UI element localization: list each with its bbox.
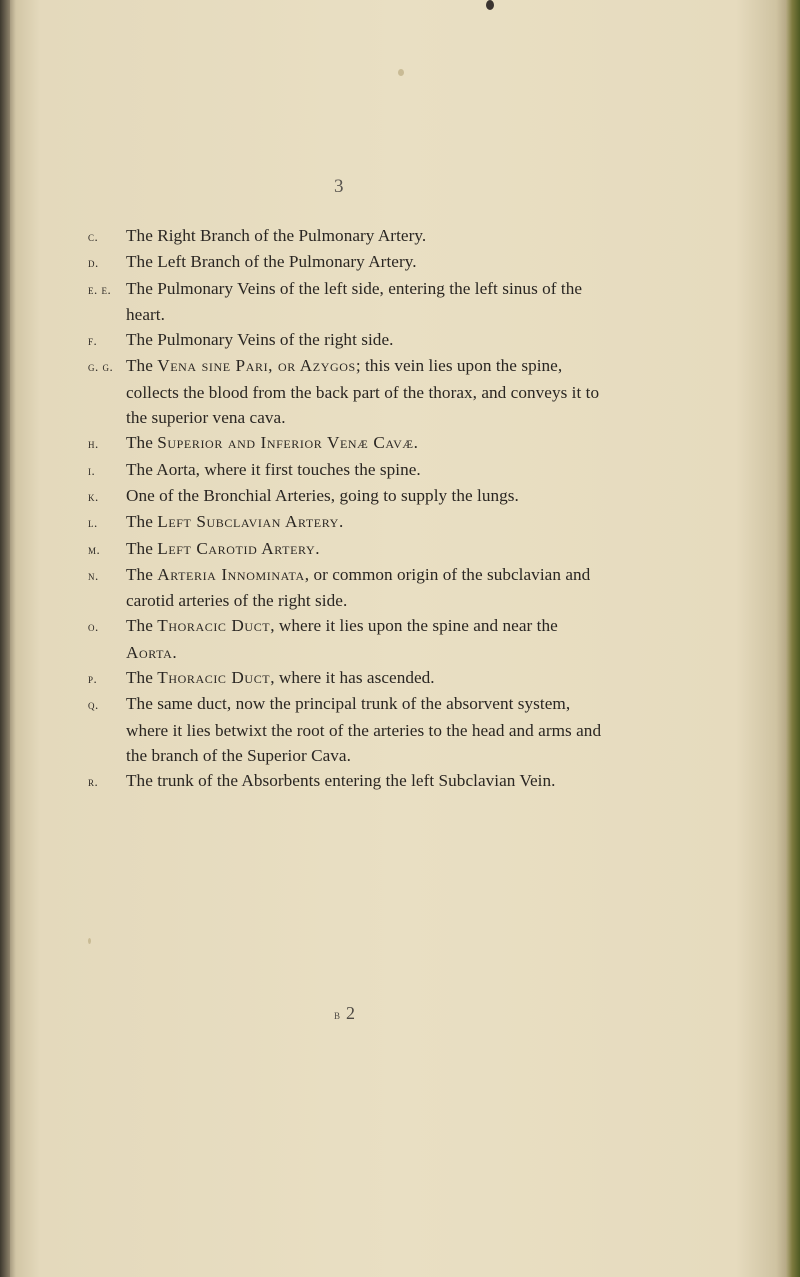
entry-key: i.: [88, 462, 96, 478]
signature-mark: [334, 1003, 355, 1024]
entry-key: c.: [88, 229, 99, 244]
entry-caps-text: Vena sine Pari, or Azygos: [157, 356, 356, 376]
entry-caps-text: Superior and Inferior Venæ Cavæ: [157, 433, 414, 453]
entry-caps-text: Thoracic Duct: [157, 668, 271, 688]
entry-text: The trunk of the Absorbents entering the left Subclavian Vein.: [126, 771, 556, 791]
legend-entry: [88, 483, 608, 509]
entry-text-tail: .: [172, 642, 177, 662]
entry-text: The Pulmonary Veins of the left side, entering the left sinus of the heart.: [126, 278, 583, 324]
entry-key: l.: [88, 515, 98, 531]
entry-key: e. e.: [88, 281, 112, 297]
entry-text-lead: The: [126, 356, 158, 376]
entry-text: The Aorta, where it first touches the spine.: [126, 459, 421, 479]
entry-text-lead: The: [126, 538, 158, 558]
legend-entry: [88, 509, 608, 535]
entry-text: The Pulmonary Veins of the right side.: [126, 330, 394, 350]
entry-text: , where it has ascended.: [270, 668, 435, 688]
entry-text: .: [413, 433, 419, 453]
entry-key: n.: [88, 567, 99, 583]
legend-entry: [88, 691, 608, 768]
legend-entry: [88, 249, 608, 275]
entry-key: d.: [88, 255, 99, 271]
entry-text: The Right Branch of the Pulmonary Artery.: [126, 226, 427, 245]
legend-entry: [88, 353, 608, 430]
entry-key: o.: [88, 619, 99, 635]
legend-entry: [88, 457, 608, 483]
entry-caps-text: Left Subclavian Artery: [157, 512, 339, 532]
signature-number: 2: [346, 1003, 356, 1023]
entry-caps-text: Aorta: [126, 642, 173, 662]
entry-key: k.: [88, 488, 99, 504]
legend-entry: [88, 276, 608, 328]
binding-shadow: [0, 0, 10, 1277]
entry-key: p.: [88, 671, 98, 687]
legend-entry: [88, 613, 608, 665]
signature-letter: b: [334, 1007, 341, 1022]
legend-list: [88, 223, 608, 795]
entry-key: f.: [88, 333, 98, 349]
entry-text: , or common origin of the subclavian and carotid arteries of the right side.: [126, 564, 591, 611]
entry-text: The same duct, now the principal trunk of the absorvent system, where it lies betwixt the root of the arteries to the head and arms and the branch of the Superior Cava.: [126, 694, 602, 765]
legend-entry: [88, 223, 608, 249]
page-number: 3: [334, 176, 344, 197]
entry-key: q.: [88, 697, 99, 713]
legend-entry: [88, 327, 608, 353]
legend-entry: [88, 562, 608, 614]
entry-text: ; this vein lies upon the spine, collects the blood from the back part of the thorax, and conveys it to the superior vena cava.: [126, 356, 600, 428]
legend-entry: [88, 430, 608, 456]
entry-key: g. g.: [88, 359, 114, 375]
entry-text-lead: The: [126, 512, 158, 532]
entry-key: r.: [88, 774, 99, 790]
entry-caps-text: Arteria Innominata: [157, 564, 305, 584]
page-edge: [786, 0, 800, 1277]
entry-text-lead: The: [126, 564, 158, 584]
entry-text: .: [315, 538, 320, 558]
entry-text: One of the Bronchial Arteries, going to supply the lungs.: [126, 485, 519, 505]
entry-key: m.: [88, 541, 101, 557]
legend-entry: [88, 536, 608, 562]
entry-text: The Left Branch of the Pulmonary Artery.: [126, 252, 417, 272]
paper-speck: [486, 0, 494, 10]
entry-text: .: [338, 512, 344, 532]
entry-text-lead: The: [126, 668, 158, 688]
legend-entry: [88, 768, 608, 794]
entry-caps-text: Left Carotid Artery: [157, 538, 316, 558]
entry-text: , where it lies upon the spine and near the: [270, 616, 558, 636]
entry-text-lead: The: [126, 616, 158, 636]
paper-speck: [88, 938, 91, 944]
paper-speck: [398, 69, 404, 76]
entry-caps-text: Thoracic Duct: [157, 616, 271, 636]
entry-key: h.: [88, 436, 99, 452]
entry-text-lead: The: [126, 433, 158, 453]
legend-entry: [88, 665, 608, 691]
